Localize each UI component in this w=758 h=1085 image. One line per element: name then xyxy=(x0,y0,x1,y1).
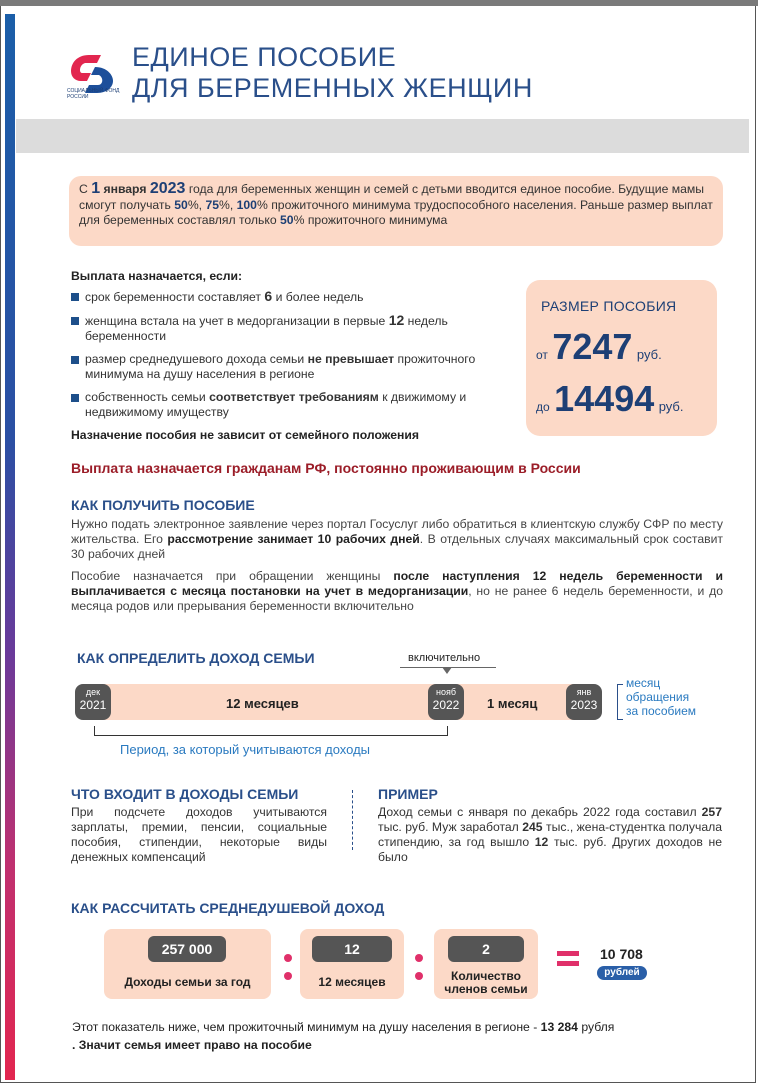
conditions-list xyxy=(71,289,511,428)
grey-band xyxy=(16,119,749,153)
what-income-text: При подсчете доходов учитываются зарплаты, премии, пенсии, социальные пособия, стипендии, некоторые виды денежных компенсаций xyxy=(71,805,327,864)
calc-value-income: 257 000 xyxy=(148,936,226,962)
calc-box-months xyxy=(300,929,404,999)
example-title: ПРИМЕР xyxy=(378,786,438,802)
condition-item: размер среднедушевого дохода семьи не превышает прожиточного минимума на душу населения в регионе xyxy=(71,352,511,382)
title-line-2: ДЛЯ БЕРЕМЕННЫХ ЖЕНЩИН xyxy=(132,73,533,103)
month-badge-end: янв 2023 xyxy=(566,684,602,720)
calc-value-months: 12 xyxy=(312,936,392,962)
benefit-to: до 14494 руб. xyxy=(536,378,684,419)
condition-item: собственность семьи соответствует требованиям к движимому и недвижимому имуществу xyxy=(71,390,511,420)
how-to-get-title: КАК ПОЛУЧИТЬ ПОСОБИЕ xyxy=(71,497,255,513)
period-bracket xyxy=(94,726,448,736)
benefit-from: от 7247 руб. xyxy=(536,326,662,367)
twelve-months-label: 12 месяцев xyxy=(226,696,299,711)
one-month-label: 1 месяц xyxy=(487,696,538,711)
benefit-size-title: РАЗМЕР ПОСОБИЯ xyxy=(541,298,677,314)
month-note: месяц обращения за пособием xyxy=(626,676,696,718)
calc-label-income: Доходы семьи за год xyxy=(124,975,251,989)
period-label: Период, за который учитываются доходы xyxy=(120,742,371,757)
divide-icon xyxy=(284,954,292,990)
divide-icon xyxy=(415,954,423,990)
condition-item: женщина встала на учет в медорганизации в первые 12 недель беременности xyxy=(71,313,511,344)
equals-icon xyxy=(557,951,579,971)
month-badge-start: дек 2021 xyxy=(75,684,111,720)
conditions-title: Выплата назначается, если: xyxy=(71,269,243,283)
calc-label-months: 12 месяцев xyxy=(318,975,386,989)
footer-note: Этот показатель ниже, чем прожиточный минимум на душу населения в регионе - 13 284 рубля . Значит семья имеет право на пособие xyxy=(72,1020,615,1052)
benefit-size-box xyxy=(526,280,717,436)
calc-box-income xyxy=(104,929,271,999)
result-unit-badge: рублей xyxy=(597,966,647,980)
residents-note: Выплата назначается гражданам РФ, постоянно проживающим в России xyxy=(71,460,581,476)
how-to-get-p2: Пособие назначается при обращении женщины после наступления 12 недель беременности и выплачивается с месяца постановки на учет в медорганизации, но не ранее 6 недель беременности, и до месяца родов или прерывания беременности включительно xyxy=(71,569,723,613)
inclusive-arrow-icon xyxy=(442,667,452,674)
what-income-title: ЧТО ВХОДИТ В ДОХОДЫ СЕМЬИ xyxy=(71,786,299,802)
calc-result: 10 708 xyxy=(600,946,643,962)
calc-value-members: 2 xyxy=(448,936,524,962)
no-dependence-note: Назначение пособия не зависит от семейного положения xyxy=(71,428,420,442)
how-to-get-p1: Нужно подать электронное заявление через портал Госуслуг либо обратиться в клиентскую службу СФР по месту жительства. Его рассмотрение занимает 10 рабочих дней. В отдельных случаях максимальный срок составит 30 рабочих дней xyxy=(71,517,723,561)
calc-box-members xyxy=(434,929,538,999)
income-title: КАК ОПРЕДЕЛИТЬ ДОХОД СЕМЬИ xyxy=(77,650,315,666)
logo-text: СОЦИАЛЬНЫЙ ФОНД РОССИИ xyxy=(67,88,120,100)
calc-title: КАК РАССЧИТАТЬ СРЕДНЕДУШЕВОЙ ДОХОД xyxy=(71,900,385,916)
condition-item: срок беременности составляет 6 и более недель xyxy=(71,289,511,305)
month-note-bracket xyxy=(617,684,623,720)
inclusive-label: включительно xyxy=(408,652,481,664)
month-badge-mid: нояб 2022 xyxy=(428,684,464,720)
page-title xyxy=(132,42,533,104)
example-text: Доход семьи с января по декабрь 2022 года составил 257 тыс. руб. Муж заработал 245 тыс., жена-студентка получала стипендию, за год вышло 12 тыс. руб. Других доходов не было xyxy=(378,805,723,864)
title-line-1: ЕДИНОЕ ПОСОБИЕ xyxy=(132,42,397,72)
section-divider xyxy=(352,790,353,850)
intro-box: С 1 января 2023 года для беременных женщин и семей с детьми вводится единое пособие. Будущие мамы смогут получать 50%, 75%, 100% прожиточного минимума трудоспособного населения. Раньше размер выплат для беременных составлял только 50% прожиточного минимума xyxy=(69,176,723,246)
calc-label-members: Количество членов семьи xyxy=(444,969,528,996)
top-border xyxy=(0,0,758,6)
gradient-stripe xyxy=(5,14,15,1080)
